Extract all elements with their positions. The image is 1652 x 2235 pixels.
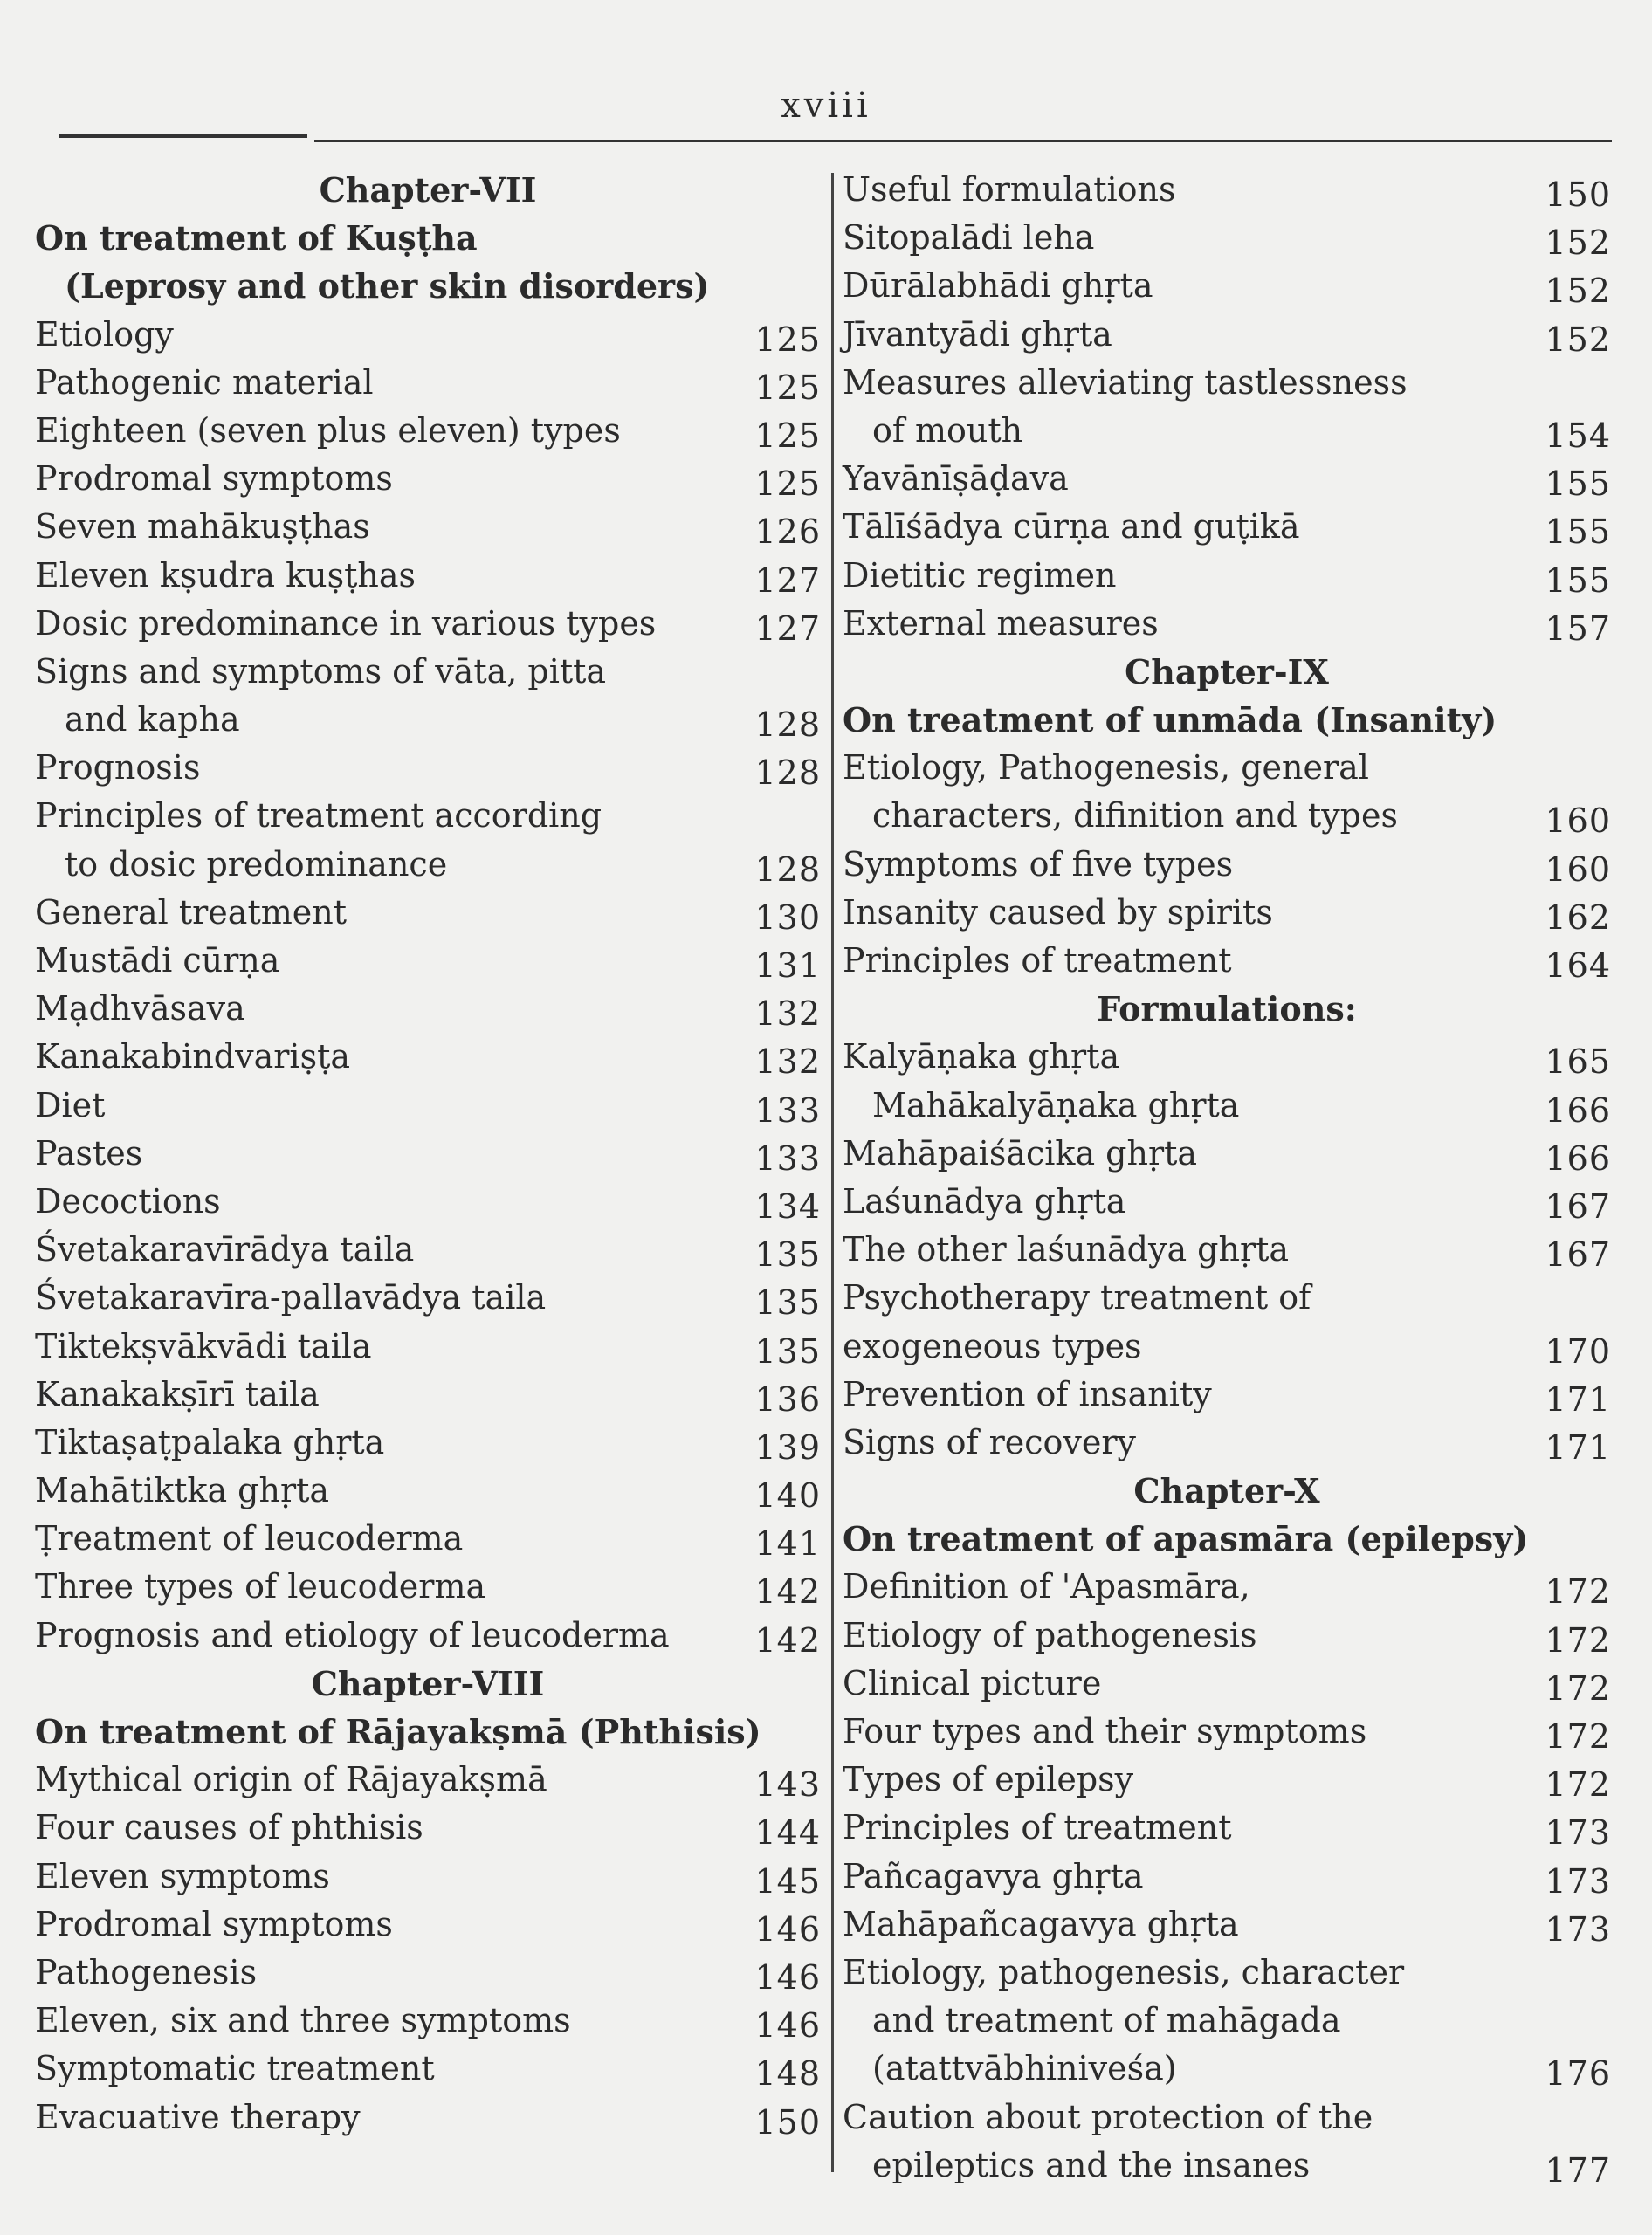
entry-page-number: 154 [1545,416,1611,455]
entry-title: Etiology, pathogenesis, character [843,1952,1405,1991]
section-heading [35,214,821,262]
entry-title: The other laśunādya ghṛta [843,1230,1290,1269]
toc-entry [843,455,1611,503]
entry-page-number: 145 [754,1861,821,1901]
entry-title: Four causes of phthisis [35,1808,423,1847]
entry-page-number: 139 [754,1427,821,1467]
toc-entry [843,841,1611,889]
entry-page-number: 136 [754,1379,821,1419]
toc-entry [843,262,1611,310]
entry-title: Definition of 'Apasmāra, [843,1567,1250,1606]
entry-title: Principles of treatment [843,1808,1232,1847]
entry-title: Dosic predominance in various types [35,603,657,643]
toc-entry [843,889,1611,937]
entry-title: Prognosis and etiology of leucoderma [35,1615,670,1654]
entry-title: Mustādi cūrṇa [35,941,280,980]
entry-title: of mouth [872,410,1023,450]
entry-title: On treatment of apasmāra (epilepsy) [843,1519,1529,1559]
entry-page-number: 142 [754,1572,821,1612]
entry-page-number: 152 [1545,224,1611,263]
entry-title: and treatment of mahāgada [872,2001,1341,2040]
entry-page-number: 172 [1545,1765,1611,1805]
entry-title: Insanity caused by spirits [843,892,1273,932]
entry-page-number: 146 [754,1909,821,1949]
entry-page-number: 157 [1545,609,1611,648]
entry-page-number: 167 [1545,1186,1611,1226]
chapter-title [35,166,821,214]
toc-entry [35,1274,821,1322]
entry-title: and kapha [65,700,240,739]
toc-entry [35,1997,821,2045]
entry-page-number: 167 [1545,1235,1611,1275]
toc-entry [35,1082,821,1130]
toc-entry [35,1612,821,1660]
toc-entry [843,503,1611,551]
section-heading [843,1515,1611,1563]
entry-title: General treatment [35,892,347,932]
toc-entry [35,600,821,648]
entry-page-number: 162 [1545,897,1611,937]
chapter-title [843,1467,1611,1515]
entry-title: Signs of recovery [843,1422,1136,1461]
entry-title: Pastes [35,1133,143,1173]
entry-title: Eleven kṣudra kuṣṭhas [35,555,416,595]
entry-title: Kanakabindvariṣṭa [35,1037,350,1076]
entry-title: Seven mahākuṣṭhas [35,507,370,547]
entry-page-number: 166 [1545,1090,1611,1130]
entry-title: Principles of treatment [843,941,1232,980]
entry-title: Etiology, Pathogenesis, general [843,748,1369,787]
toc-entry [843,1033,1611,1081]
toc-entry [843,1949,1611,1997]
toc-entry [35,455,821,503]
toc-entry [35,1563,821,1611]
toc-entry [35,1033,821,1081]
entry-page-number: 176 [1545,2054,1611,2094]
toc-entry [35,552,821,600]
entry-page-number: 131 [754,946,821,985]
entry-title: Kanakakṣīrī taila [35,1374,320,1413]
entry-page-number: 128 [754,705,821,745]
entry-title: Mạdhvāsava [35,989,245,1028]
entry-page-number: 172 [1545,1572,1611,1612]
left-column [35,166,821,2142]
toc-entry [35,841,821,889]
entry-page-number: 130 [754,897,821,937]
toc-entry [35,889,821,937]
entry-page-number: 142 [754,1620,821,1660]
entry-title: to dosic predominance [65,844,448,884]
toc-entry [843,1756,1611,1804]
entry-title: (atattvābhiniveśa) [872,2049,1177,2088]
toc-entry [843,600,1611,648]
entry-title: Eleven, six and three symptoms [35,2001,571,2040]
entry-title: Mahākalyāṇaka ghṛta [872,1085,1240,1124]
entry-page-number: 150 [754,2102,821,2142]
toc-entry [843,1853,1611,1901]
toc-entry [843,1708,1611,1756]
entry-page-number: 160 [1545,849,1611,889]
entry-page-number: 152 [1545,320,1611,359]
entry-title: Diet [35,1085,106,1124]
toc-entry [843,552,1611,600]
entry-page-number: 144 [754,1813,821,1853]
toc-entry [843,1660,1611,1708]
entry-page-number: 125 [754,416,821,455]
right-column [843,166,1611,2190]
toc-entry [35,1756,821,1804]
entry-page-number: 128 [754,849,821,889]
entry-title: Etiology of pathogenesis [843,1615,1257,1654]
entry-page-number: 135 [754,1235,821,1275]
entry-title: Dūrālabhādi ghṛta [843,266,1153,306]
entry-title: Clinical picture [843,1663,1102,1702]
toc-entry [35,407,821,455]
toc-entry [843,1612,1611,1660]
entry-title: Kalyāṇaka ghṛta [843,1037,1120,1076]
toc-entry [35,1467,821,1515]
entry-title: Principles of treatment according [35,796,602,836]
entry-page-number: 172 [1545,1620,1611,1660]
entry-title: Types of epilepsy [843,1760,1134,1799]
entry-title: Measures alleviating tastlessness [843,362,1408,402]
entry-title: Formulations: [1097,989,1357,1029]
entry-page-number: 125 [754,464,821,504]
entry-title: Useful formulations [843,170,1176,209]
entry-page-number: 171 [1545,1427,1611,1467]
entry-title: Prodromal symptoms [35,459,393,499]
entry-title: Symptomatic treatment [35,2049,435,2088]
entry-title: Eleven symptoms [35,1856,330,1895]
entry-title: Mythical origin of Rājayakṣmā [35,1760,547,1799]
entry-title: Prodromal symptoms [35,1904,393,1943]
entry-title: Laśunādya ghṛta [843,1181,1126,1221]
toc-entry [35,985,821,1033]
section-heading [843,696,1611,744]
entry-title: epileptics and the insanes [872,2145,1311,2184]
entry-page-number: 148 [754,2054,821,2094]
entry-title: Chapter-X [1133,1471,1320,1511]
entry-title: Śvetakaravīra-pallavādya taila [35,1278,547,1317]
entry-title: Pañcagavya ghṛta [843,1856,1144,1895]
entry-title: Mahāpañcagavya ghṛta [843,1904,1239,1943]
entry-title: Chapter-IX [1125,651,1329,691]
entry-page-number: 173 [1545,1909,1611,1949]
toc-entry [35,648,821,696]
entry-page-number: 173 [1545,1861,1611,1901]
toc-entry [843,937,1611,985]
page-number: xviii [781,86,871,126]
toc-entry [35,1371,821,1419]
entry-title: exogeneous types [843,1326,1142,1365]
header-rule-left [59,134,307,138]
toc-entry [843,2142,1611,2190]
section-heading [35,262,821,310]
chapter-title [843,648,1611,696]
entry-title: Tiktekṣvākvādi taila [35,1326,372,1365]
entry-page-number: 127 [754,560,821,600]
entry-title: Signs and symptoms of vāta, pitta [35,651,607,691]
entry-page-number: 164 [1545,946,1611,985]
toc-entry [843,1997,1611,2045]
toc-entry [35,1853,821,1901]
entry-page-number: 155 [1545,560,1611,600]
entry-title: Three types of leucoderma [35,1567,486,1606]
entry-page-number: 165 [1545,1042,1611,1082]
entry-title: Chapter-VII [319,170,537,210]
toc-entry [843,311,1611,359]
entry-title: External measures [843,603,1159,643]
toc-entry [843,1371,1611,1419]
toc-entry [35,2045,821,2093]
entry-title: Śvetakaravīrādya taila [35,1230,415,1269]
entry-page-number: 132 [754,994,821,1034]
entry-page-number: 146 [754,1957,821,1997]
entry-title: Chapter-VIII [311,1663,545,1703]
entry-title: Dietitic regimen [843,555,1117,595]
toc-entry [843,2045,1611,2093]
entry-page-number: 143 [754,1765,821,1805]
entry-title: Prevention of insanity [843,1374,1212,1413]
entry-title: Etiology [35,314,174,354]
header-rule-right [314,140,1612,142]
toc-entry [843,1178,1611,1226]
entry-page-number: 146 [754,2006,821,2046]
toc-entry [843,1901,1611,1949]
entry-title: Mahātiktka ghṛta [35,1471,330,1510]
entry-title: Four types and their symptoms [843,1712,1367,1750]
toc-entry [35,1130,821,1178]
toc-entry [35,1419,821,1467]
toc-entry [35,1949,821,1997]
entry-title: Pathogenesis [35,1952,258,1991]
toc-entry [843,1323,1611,1371]
entry-page-number: 132 [754,1042,821,1082]
toc-entry [843,1419,1611,1467]
toc-entry [843,744,1611,792]
entry-title: Prognosis [35,748,201,787]
toc-entry [843,359,1611,407]
toc-entry [35,696,821,744]
entry-title: Pathogenic material [35,362,374,402]
toc-entry [35,1515,821,1563]
entry-title: On treatment of Kuṣṭha [35,218,478,258]
toc-entry [35,1323,821,1371]
entry-page-number: 155 [1545,464,1611,504]
entry-page-number: 173 [1545,1813,1611,1853]
entry-page-number: 152 [1545,272,1611,311]
toc-entry [35,359,821,407]
entry-page-number: 141 [754,1524,821,1564]
toc-entry [843,407,1611,455]
toc-entry [843,2094,1611,2142]
entry-title: Jīvantyādi ghṛta [843,314,1112,354]
toc-entry [35,937,821,985]
toc-entry [843,1082,1611,1130]
toc-entry [35,2094,821,2142]
entry-title: Sitopalādi leha [843,218,1095,258]
entry-title: Psychotherapy treatment of [843,1278,1311,1317]
toc-entry [35,1226,821,1274]
entry-title: Eighteen (seven plus eleven) types [35,410,621,450]
entry-title: Decoctions [35,1181,221,1221]
toc-entry [35,792,821,840]
entry-page-number: 155 [1545,512,1611,552]
toc-entry [843,792,1611,840]
entry-title: Yavānīṣāḍava [843,459,1069,499]
entry-page-number: 126 [754,512,821,552]
entry-title: Mahāpaiśācika ghṛta [843,1133,1198,1173]
entry-page-number: 125 [754,320,821,359]
entry-page-number: 133 [754,1090,821,1130]
entry-title: (Leprosy and other skin disorders) [65,266,710,306]
entry-page-number: 134 [754,1186,821,1226]
toc-entry [35,311,821,359]
entry-page-number: 125 [754,368,821,407]
toc-entry [35,503,821,551]
toc-entry [843,1804,1611,1852]
entry-title: characters, difinition and types [872,796,1398,836]
entry-page-number: 135 [754,1283,821,1323]
toc-entry [35,1804,821,1852]
entry-page-number: 171 [1545,1379,1611,1419]
entry-page-number: 172 [1545,1668,1611,1708]
entry-page-number: 128 [754,753,821,793]
entry-title: Ṭreatment of leucoderma [35,1519,464,1558]
toc-entry [843,166,1611,214]
entry-page-number: 135 [754,1331,821,1371]
toc-entry [843,1226,1611,1274]
toc-entry [843,1274,1611,1322]
chapter-title [35,1660,821,1708]
toc-entry [35,1178,821,1226]
chapter-title [843,985,1611,1033]
toc-entry [35,1901,821,1949]
entry-page-number: 133 [754,1138,821,1178]
entry-page-number: 140 [754,1476,821,1516]
entry-page-number: 160 [1545,801,1611,841]
toc-entry [843,1563,1611,1611]
entry-title: On treatment of unmāda (Insanity) [843,700,1497,740]
column-divider [831,173,834,2172]
entry-title: Tiktaṣaṭpalaka ghṛta [35,1422,385,1461]
entry-page-number: 177 [1545,2150,1611,2190]
entry-title: Evacuative therapy [35,2097,361,2136]
entry-page-number: 172 [1545,1717,1611,1756]
entry-title: On treatment of Rājayakṣmā (Phthisis) [35,1712,761,1751]
entry-page-number: 170 [1545,1331,1611,1371]
entry-title: Symptoms of five types [843,844,1234,884]
entry-page-number: 127 [754,609,821,648]
entry-title: Tālīśādya cūrṇa and guṭikā [843,507,1300,547]
toc-entry [843,214,1611,262]
entry-page-number: 166 [1545,1138,1611,1178]
toc-entry [35,744,821,792]
section-heading [35,1708,821,1756]
entry-title: Caution about protection of the [843,2097,1373,2136]
toc-entry [843,1130,1611,1178]
entry-page-number: 150 [1545,175,1611,214]
